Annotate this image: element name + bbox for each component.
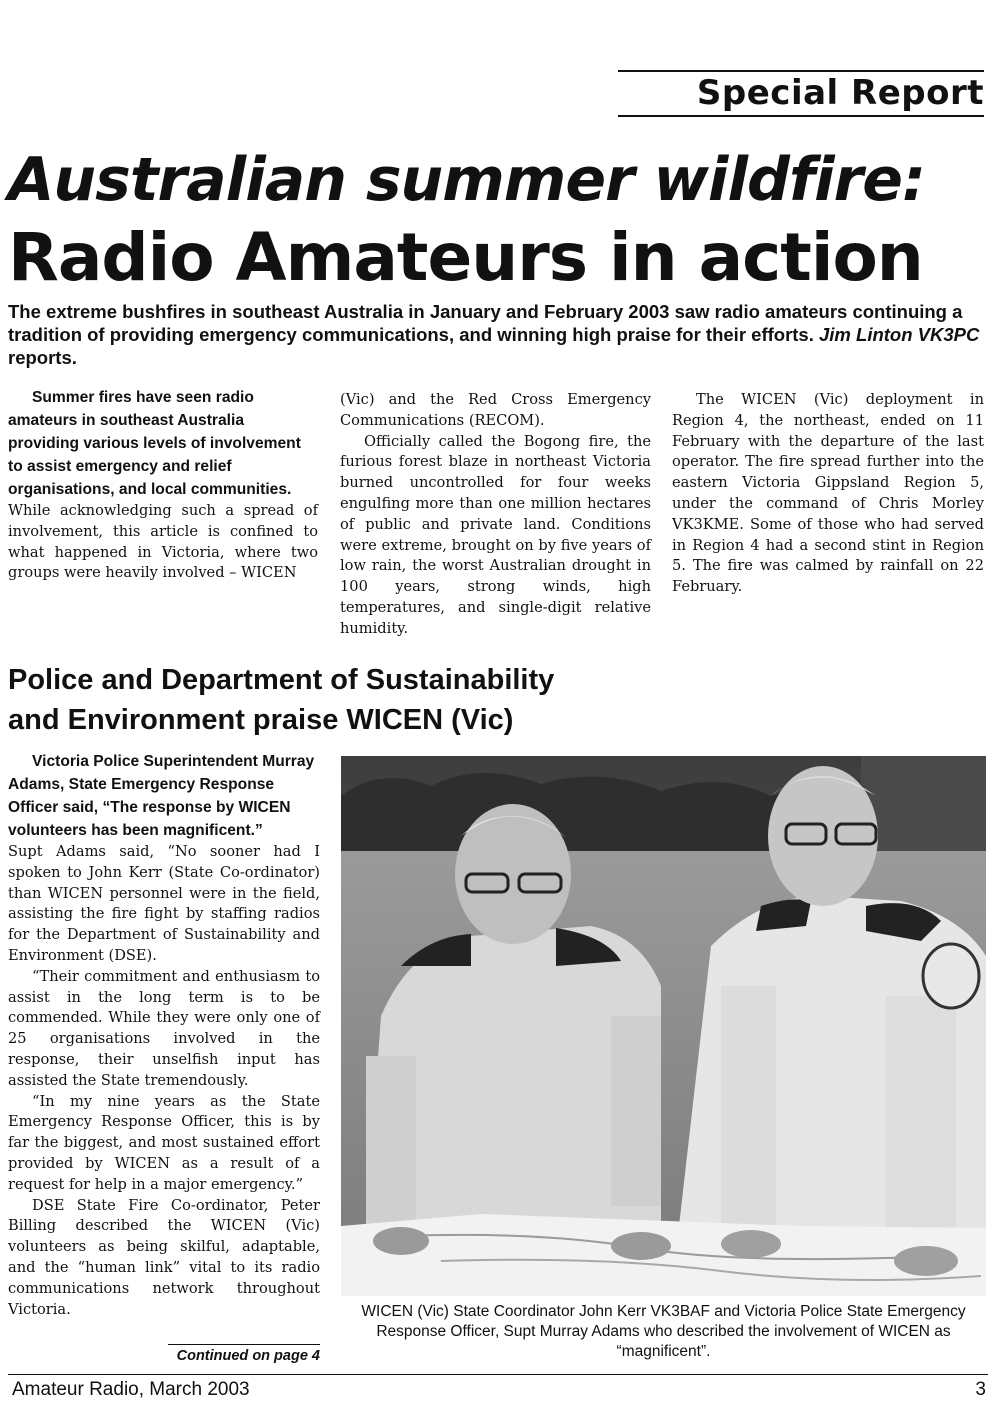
photo [341, 756, 986, 1296]
continued-link[interactable]: Continued on page 4 [168, 1344, 320, 1365]
second-story-lead: Victoria Police Superintendent Murray Adams, State Emergency Response Officer said, “The response by WICEN volunteers has been magnificent.” [8, 753, 315, 839]
standfirst-text: The extreme bushfires in southeast Australia in January and February 2003 saw radio amateurs continuing a tradition of providing emergency communications, and winning high praise for their efforts. [8, 301, 963, 345]
standfirst [8, 300, 983, 369]
intro-paragraph: (Vic) and the Red Cross Emergency Communications (RECOM). [340, 391, 651, 429]
intro-lead: Summer fires have seen radio amateurs in southeast Australia providing various levels of involvement to assist emergency and relief organisations, and local communities. [8, 389, 301, 498]
headline-line-1: Australian summer wildfire: [8, 145, 925, 215]
standfirst-suffix: reports. [8, 347, 77, 368]
byline: Jim Linton VK3PC [819, 324, 980, 345]
intro-paragraph: While acknowledging such a spread of involvement, this article is confined to what happened in Victoria, where two groups were heavily involved – WICEN [8, 502, 318, 582]
second-story-heading-line-2: and Environment praise WICEN (Vic) [8, 704, 514, 736]
intro-column-2 [340, 390, 651, 640]
headline-line-2: Radio Amateurs in action [8, 219, 923, 296]
second-story-heading [8, 660, 708, 740]
section-bottom-rule [618, 115, 984, 117]
intro-column-3 [672, 390, 984, 598]
photo-illustration [341, 756, 986, 1296]
second-story-column [8, 750, 320, 1320]
page-number: 3 [975, 1379, 986, 1400]
footer-publication: Amateur Radio, March 2003 [12, 1379, 250, 1400]
intro-paragraph: The WICEN (Vic) deployment in Region 4, the northeast, ended on 11 February with the departure of the last operator. The fire spread further into the eastern Victoria Gippsland Region 5, under the command of Chris Morley VK3KME. Some of those who had served in Region 4 had a second stint in Region 5. The fire was calmed by rainfall on 22 February. [672, 391, 984, 596]
story-paragraph: DSE State Fire Co-ordinator, Peter Billing described the WICEN (Vic) volunteers as being skilful, adaptable, and the “human link” vital to its radio communications network throughout Victoria. [8, 1196, 320, 1318]
intro-paragraph: Officially called the Bogong fire, the furious forest blaze in northeast Victoria burned uncontrolled for four weeks engulfing more than one million hectares of public and private land. Conditions were extreme, brought on by five years of low rain, the worst Australian drought in 100 years, strong winds, high temperatures, and single-digit relative humidity. [340, 432, 651, 637]
footer-rule [8, 1374, 988, 1375]
story-paragraph: “In my nine years as the State Emergency Response Officer, this is by far the biggest, and most sustained effort provided by WICEN as a result of a request for help in a major emergency.” [8, 1092, 320, 1193]
story-paragraph: Supt Adams said, “No sooner had I spoken to John Kerr (State Co-ordinator) than WICEN personnel were in the field, assisting the fire fight by staffing radios for the Department of Sustainability and Environment (DSE). [8, 843, 320, 964]
intro-column-1 [8, 386, 318, 584]
photo-caption: WICEN (Vic) State Coordinator John Kerr VK3BAF and Victoria Police State Emergency Response Officer, Supt Murray Adams who described the involvement of WICEN as “magnificent”. [361, 1303, 966, 1360]
story-paragraph: “Their commitment and enthusiasm to assist in the long term is to be commended. While they were only one of 25 organisations involved in the response, their unselfish input has assisted the State tremendously. [8, 967, 320, 1089]
section-label: Special Report [696, 73, 984, 113]
second-story-heading-line-1: Police and Department of Sustainability [8, 664, 555, 696]
